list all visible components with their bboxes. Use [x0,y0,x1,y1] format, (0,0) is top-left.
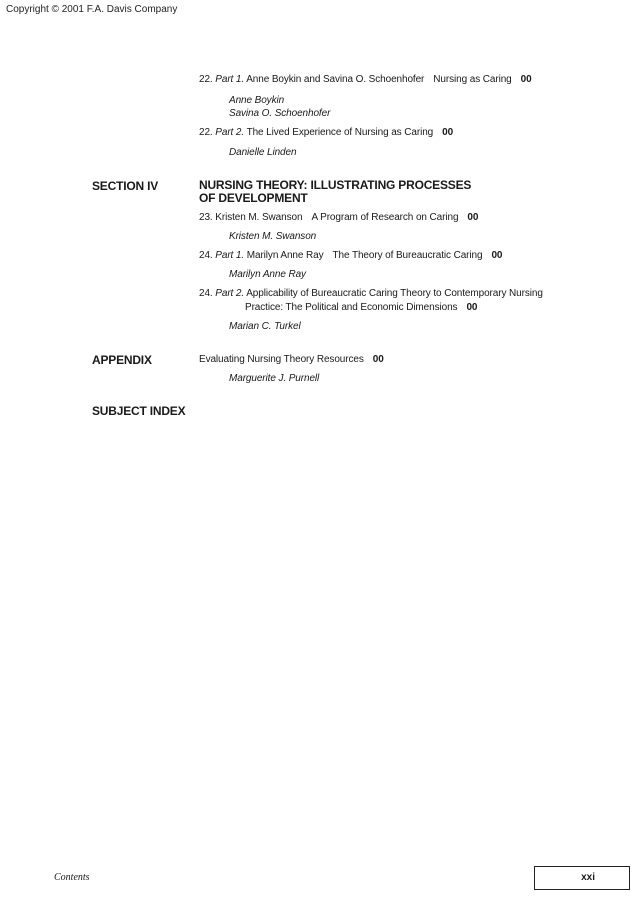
entry-part: Part 1. [215,74,245,85]
entry-authors: Anne Boykin and Savina O. Schoenhofer [246,74,425,85]
entry-page: 00 [442,127,454,138]
toc-entry-24-part2[interactable] [199,288,543,299]
entry-page: 00 [467,212,479,223]
contributor: Anne Boykin [229,95,285,106]
section-title-line: NURSING THEORY: ILLUSTRATING PROCESSES [199,178,472,192]
entry-page: 00 [491,250,503,261]
entry-number: 23. [199,212,213,223]
entry-title: The Theory of Bureaucratic Caring [332,250,483,261]
contributor: Savina O. Schoenhofer [229,108,331,119]
folio-box [534,866,630,890]
entry-page: 00 [520,74,532,85]
contributor: Danielle Linden [229,147,297,158]
running-footer: Contents [54,872,90,883]
section-title [199,179,471,205]
toc-entry-appendix[interactable] [199,354,384,365]
entry-authors: Marilyn Anne Ray [246,250,324,261]
entry-title-continued: Practice: The Political and Economic Dimensions [245,302,458,313]
section-label: SECTION IV [92,179,159,193]
entry-part: Part 2. [215,288,245,299]
entry-title: Applicability of Bureaucratic Caring Theory to Contemporary Nursing [246,288,543,299]
entry-number: 24. [199,288,213,299]
contributor: Marguerite J. Purnell [229,373,320,384]
entry-part: Part 2. [215,127,245,138]
entry-page: 00 [466,302,478,313]
section-title-line: OF DEVELOPMENT [199,191,308,205]
contributor: Marian C. Turkel [229,321,301,332]
toc-entry-24-part2-cont[interactable] [245,302,477,313]
contributor: Marilyn Anne Ray [229,269,306,280]
entry-number: 24. [199,250,213,261]
copyright-notice: Copyright © 2001 F.A. Davis Company [6,4,178,15]
entry-part: Part 1. [215,250,245,261]
entry-page: 00 [372,354,384,365]
entry-title: Nursing as Caring [433,74,512,85]
entry-authors: Kristen M. Swanson [215,212,303,223]
subject-index-label[interactable]: SUBJECT INDEX [92,404,186,418]
toc-entry-22-part2[interactable] [199,127,453,138]
entry-title: Evaluating Nursing Theory Resources [199,354,364,365]
entry-number: 22. [199,74,213,85]
toc-entry-23[interactable] [199,212,478,223]
toc-entry-22-part1[interactable] [199,74,532,85]
appendix-label: APPENDIX [92,353,152,367]
page-folio: xxi [581,872,595,883]
contributor: Kristen M. Swanson [229,231,317,242]
toc-entry-24-part1[interactable] [199,250,502,261]
entry-title: The Lived Experience of Nursing as Caring [246,127,434,138]
entry-title: A Program of Research on Caring [311,212,459,223]
entry-number: 22. [199,127,213,138]
